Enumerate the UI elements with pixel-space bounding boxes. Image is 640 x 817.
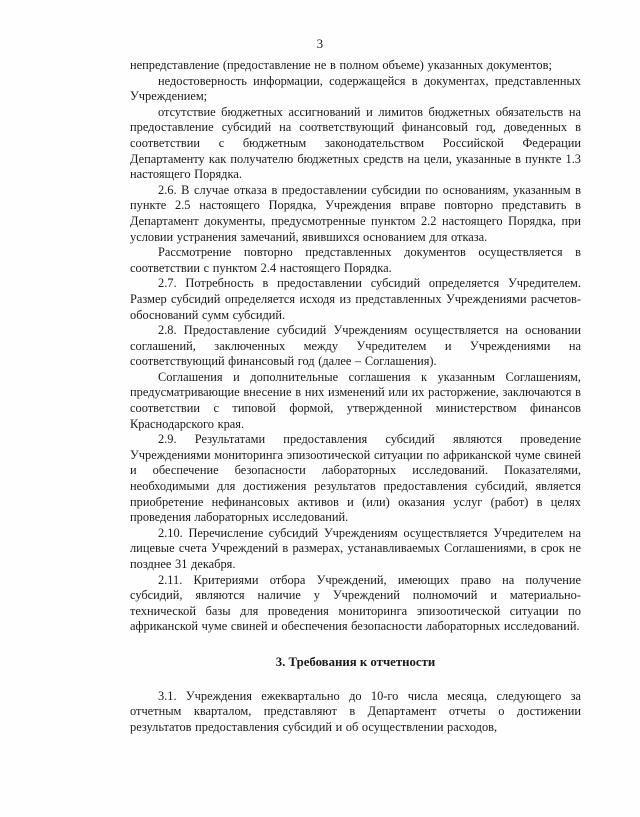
paragraph-resubmission: Рассмотрение повторно представленных документов осуществляется в соответствии с пунктом 2.4 настоящего Порядка. [130,245,581,275]
paragraph-agreements: Соглашения и дополнительные соглашения к указанным Соглашениям, предусматривающие внесение в них изменений или их расторжение, заключаются в соответствии с типовой формой, утвержденной министерством финансов Краснодарского края. [130,369,581,431]
paragraph-2-8: 2.8. Предоставление субсидий Учреждениям осуществляется на основании соглашений, заключенных между Учредителем и Учреждениями на соответствующий финансовый год (далее – Соглашения). [130,323,581,369]
paragraph-2-7: 2.7. Потребность в предоставлении субсидий определяется Учредителем. Размер субсидий определяется исходя из представленных Учреждениями расчетов-обоснований сумм субсидий. [130,276,581,322]
document-body [130,58,581,735]
section-heading: 3. Требования к отчетности [275,654,436,669]
paragraph-3-1: 3.1. Учреждения ежеквартально до 10-го числа месяца, следующего за отчетным кварталом, представляют в Департамент отчеты о достижении результатов предоставления субсидий и об осуществлении расходов, [130,688,581,734]
paragraph-2-10: 2.10. Перечисление субсидий Учреждениям осуществляется Учредителем на лицевые счета Учреждений в размерах, устанавливаемых Соглашениями, в срок не позднее 31 декабря. [130,525,581,571]
paragraph-nonsubmission: непредставление (предоставление не в полном объеме) указанных документов; [130,58,552,72]
page-number: 3 [316,36,324,51]
paragraph-2-9: 2.9. Результатами предоставления субсидий являются проведение Учреждениями мониторинга эпизоотической ситуации по африканской чуме свиней и обеспечение безопасности лабораторных исследований. Показателями, необходимыми для достижения результатов предоставления субсидий, является приобретение нефинансовых активов и (или) оказания услуг (работ) в целях проведения лабораторных исследований. [130,432,581,525]
paragraph-2-6: 2.6. В случае отказа в предоставлении субсидии по основаниям, указанным в пункте 2.5 настоящего Порядка, Учреждения вправе повторно представить в Департамент документы, предусмотренные пунктом 2.2 настоящего Порядка, при условии устранения замечаний, явившихся основанием для отказа. [130,182,581,244]
paragraph-no-budget: отсутствие бюджетных ассигнований и лимитов бюджетных обязательств на предоставление субсидий на соответствующий финансовый год, доведенных в соответствии с бюджетным законодательством Российской Федерации Департаменту как получателю бюджетных средств на цели, указанные в пункте 1.3 настоящего Порядка. [130,104,581,182]
paragraph-2-11: 2.11. Критериями отбора Учреждений, имеющих право на получение субсидий, являются наличие у Учреждений полномочий и материально-технической базы для проведения мониторинга эпизоотической ситуации по африканской чуме свиней и обеспечения безопасности лабораторных исследований. [130,572,581,634]
paragraph-unreliable-info: недостоверность информации, содержащейся в документах, представленных Учреждением; [130,73,581,104]
